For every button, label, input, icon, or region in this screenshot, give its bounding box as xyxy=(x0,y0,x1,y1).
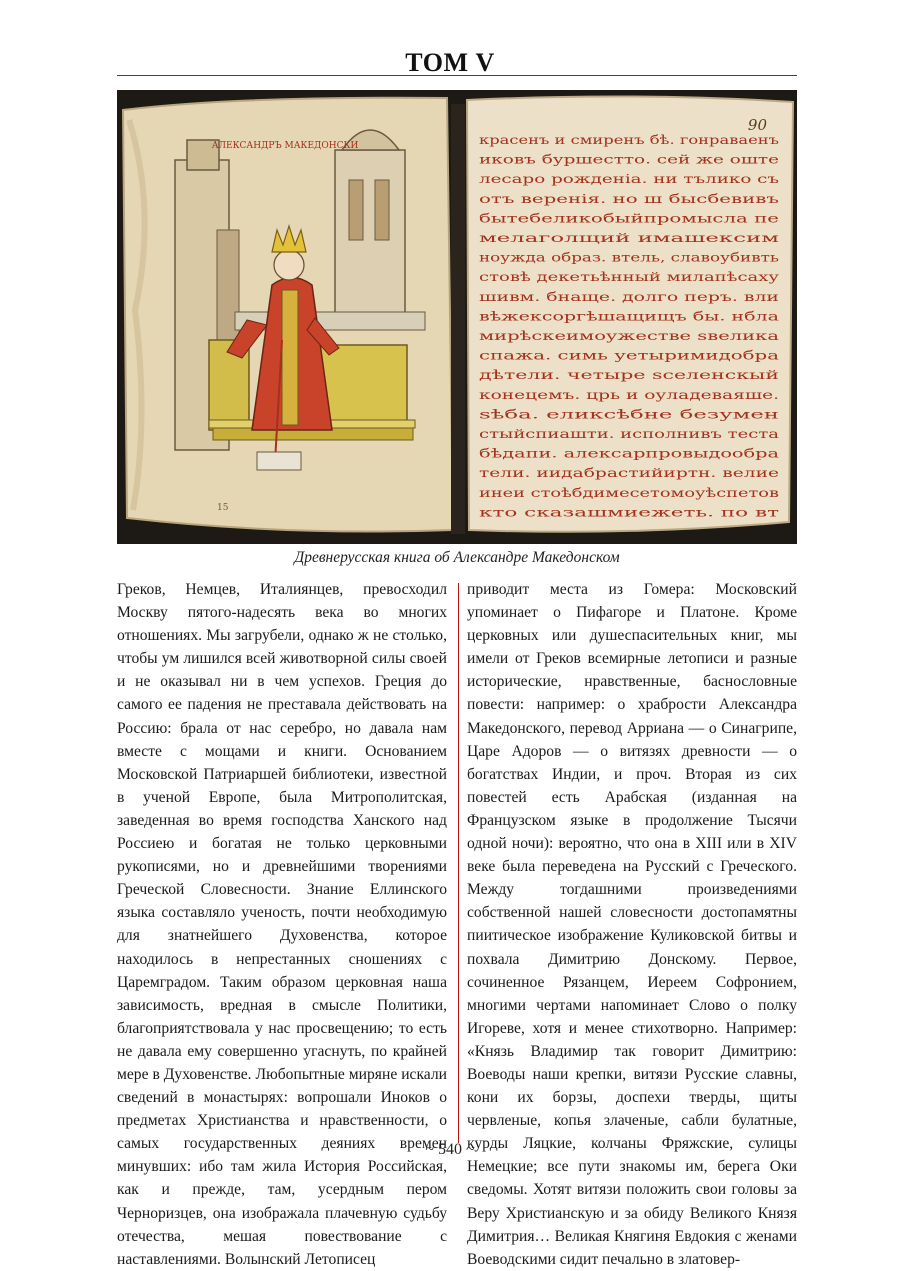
miniature-label: АЛЕКСАНДРЪ МАКЕДОНСКИ xyxy=(211,141,359,151)
manuscript-line: лесаро рожденіа. ни тълико съ xyxy=(479,171,780,187)
manuscript-line: шивм. бнаще. долго перъ. вли xyxy=(479,288,779,304)
body-text-right-column: приводит места из Гомера: Московский упоминает о Пифагоре и Платоне. Кроме церковных или душеспасительных книг, мы имели от Греков всемирные летописи и разные исторические, нравственные, баснословные повести: например: о храбрости Александра Македонского, перевод Арриана — о Синагрипе, Царе Адоров — о витязях древности — о богатствах Индии, и проч. Вторая из сих повестей есть Арабская (изданная на Французском языке в продолжение Тысячи одной ночи): вероятно, что она в XIII или в XIV веке была переведена на Русский с Греческого. Между тогдашними произведениями собственной нашей словесности достопамятны пиитическое изображение Куликовской битвы и похвала Димитрию Донскому. Первое, сочиненное Рязанцем, Иереем Софронием, многими чертами напоминает Слово о полку Игореве, хотя и менее стихотворно. Например: «Князь Владимир так говорит Димитрию: Воеводы наши крепки, витязи Русские славны, кони их борзы, доспехи тверды, щиты червленые, копья злаченые, сабли булатные, курды Ляцкие, колчаны Фряжские, сулицы Немецкие; все пути знакомы им, берега Оки сведомы. Хотят витязи положить свои головы за Веру Христианскую и за обиду Великого Князя Димитрия… Великая Княгиня Евдокия с женами Воеводскими сидит печально в златовер- xyxy=(467,581,797,1268)
manuscript-line: красенъ и смиренъ бѣ. гонраваенъ xyxy=(479,132,780,147)
manuscript-line: инеи стоѣбдимесетомоуѣспетов xyxy=(479,484,779,500)
running-header-title: ТОМ V xyxy=(405,48,495,77)
manuscript-line: бѣдапи. алексарпровыдообра xyxy=(479,445,780,461)
manuscript-line: стыйспиашти. исполнивъ теста xyxy=(479,426,780,441)
manuscript-line: тели. иидабрастийиртн. велие xyxy=(479,465,779,481)
manuscript-line: дѣтели. четыре ѕселенскый xyxy=(479,367,779,383)
folio-page-number: 90 xyxy=(747,116,767,134)
body-text-left-column: Греков, Немцев, Италиянцев, превосходил Москву пятого-надесять века во многих отношениях. Мы загрубели, однако ж не столько, чтобы ум лишился всей животворной силы своей и не оказывал ни в чем успехов. Греция до самого ее падения не преставала действовать на Россию: брала от нас серебро, но давала нам вместе с мощами и книги. Основанием Московской Патриаршей библиотеки, известной в ученой Европе, была Митрополитская, заведенная во время господства Ханского над Россиею и богатая не только церковными рукописями, но и древнейшими творениями Греческой Словесности. Знание Еллинского языка составляло ученость, почти необходимую для знатнейшего Духовенства, которое находилось в непрестанных сношениях с Царемградом. Таким образом церковная наша зависимость, вредная в смысле Политики, благоприятствовала у нас просвещению; то есть не давала ему совершенно угаснуть, по крайней мере в Духовенстве. Любопытные миряне искали сведений в монастырях: вопрошали Иноков о предметах Христианства и нравственности, о самых государственных деяниях времен минувших: ибо там жила История Российская, как и прежде, там, усердным пером Черноризцев, она изображала плачевную судьбу отечества, мешая повествование с наставлениями. Волынский Летописец xyxy=(117,581,447,1268)
manuscript-illustration xyxy=(117,90,797,544)
book-spine xyxy=(451,104,465,534)
manuscript-line: спажа. симь уетыримидобра xyxy=(479,347,780,363)
manuscript-line: мелаголщий имашексим xyxy=(479,230,780,245)
figure-caption: Древнерусская книга об Александре Македонском xyxy=(294,549,620,566)
manuscript-line: кто сказашмиежеть. по вт xyxy=(479,504,780,520)
manuscript-line: ноужда образ. втель, славоубивть xyxy=(479,249,780,265)
left-folio-mark: 15 xyxy=(217,503,229,513)
manuscript-line: вѣжексоргѣшащищъ бы. нбла xyxy=(479,308,780,324)
manuscript-line: бытебеликобыйпромысла пе xyxy=(479,210,779,226)
column-divider xyxy=(458,583,459,1143)
header-rule xyxy=(117,75,797,76)
manuscript-line: отъ веренія. но ш бысбевивъ xyxy=(479,190,780,206)
page-number: ~ 540 ~ xyxy=(425,1141,475,1158)
manuscript-line: мирѣскеимоужестве ѕвелика xyxy=(479,328,780,343)
manuscript-line: конецемъ. црь и оуладеваяше. xyxy=(479,386,779,402)
manuscript-line: иковъ буршестто. сей же оште xyxy=(479,151,779,167)
manuscript-line: ѕѣба. еликсѣбне безумен xyxy=(479,406,779,422)
manuscript-line: стовѣ декетьѣнный милапѣсаху xyxy=(479,269,780,285)
